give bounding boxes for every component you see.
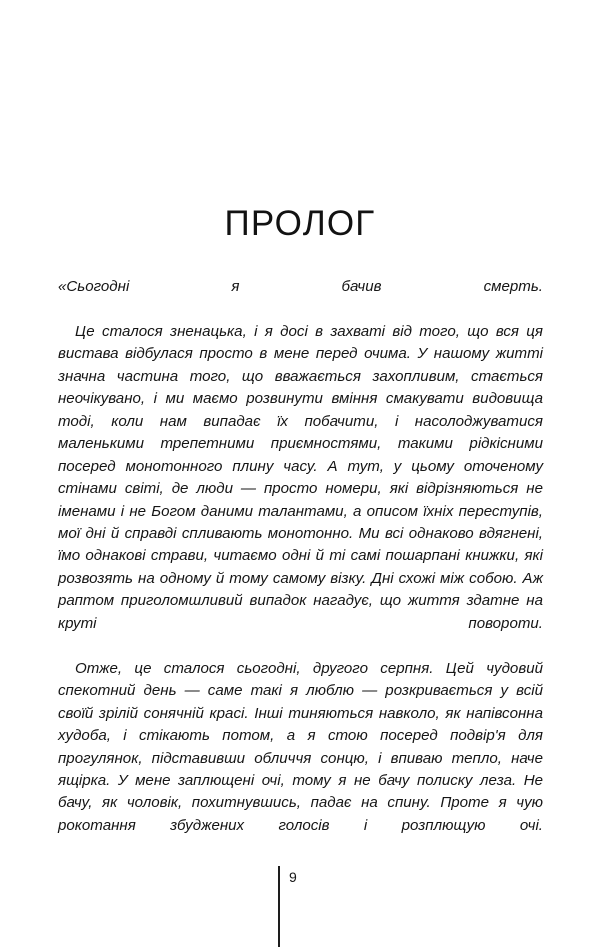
page-footer [0, 866, 600, 947]
paragraph: Це сталося зненацька, і я досі в захваті від того, що вся ця вистава відбулася просто в мене перед очима. У нашому житті значна частина того, що вважається захопливим, стається неочікувано, і ми маємо розвинути вміння смакувати видовища тоді, коли нам випадає їх побачити, і насолоджуватися маленькими трепетними приємностями, такими рідкісними посеред монотонного плину часу. А тут, у цьому оточеному стінами світі, де люди — просто номери, які відрізняються не іменами і не Богом даними талантами, а описом їхніх переступів, мої дні й справді спливають монотонно. Ми всі однаково вдягнені, їмо однакові страви, читаємо одні й ті самі пошарпані книжки, які розвозять на одному й тому самому візку. Дні схожі між собою. Аж раптом приголомшливий випадок нагадує, що життя здатне на круті повороти. [58, 322, 543, 632]
paragraph: Отже, це сталося сьогодні, другого серпня. Цей чудовий спекотний день — саме такі я люблю — розкривається у всій своїй зрілій сонячній красі. Інші тиняються навколо, як напівсонна худоба, і стікають потом, а я стою посеред подвір'я для прогулянок, підставивши обличчя сонцю, і впиваю тепло, наче ящірка. У мене заплющені очі, тому я не бачу полиску леза. Не бачу, як чоловік, похитнувшись, падає на спину. Проте я чую рокотання збуджених голосів і розплющую очі. [58, 659, 543, 834]
body-text-block [58, 276, 543, 860]
page-title: ПРОЛОГ [224, 204, 376, 244]
footer-vertical-rule [278, 866, 280, 947]
page-number: 9 [289, 869, 297, 885]
paragraph: «Сьогодні я бачив смерть. [58, 278, 543, 295]
